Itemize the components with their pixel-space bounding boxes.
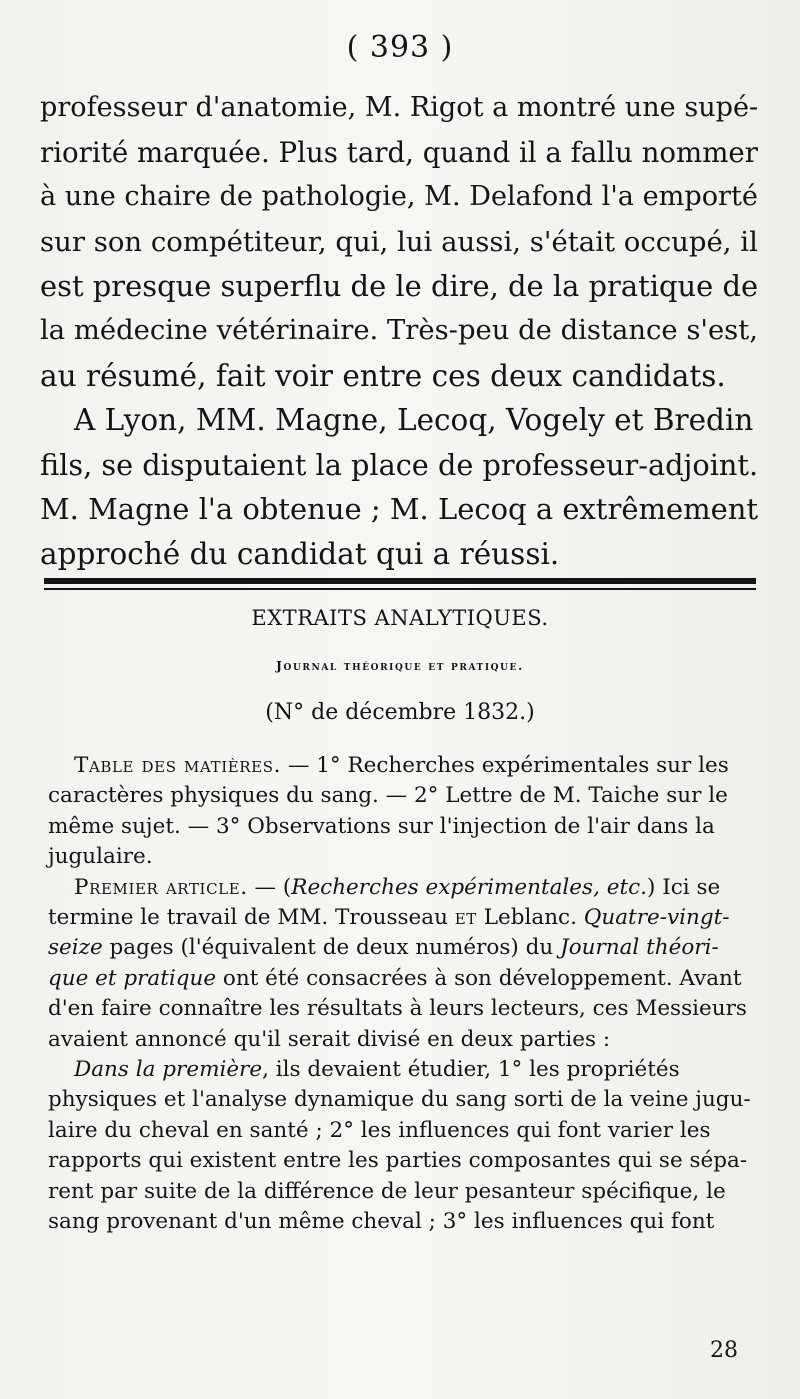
article-line: termine le travail de MM. Trousseau et Leblanc. Quatre-vingt- — [48, 905, 730, 931]
article-line: avaient annoncé qu'il serait divisé en deux parties : — [48, 1026, 611, 1052]
signature-mark: 28 — [710, 1338, 738, 1363]
intro-line: au résumé, fait voir entre ces deux candidats. — [40, 358, 726, 393]
intro-line: A Lyon, MM. Magne, Lecoq, Vogely et Bredin — [74, 403, 754, 438]
section-title: EXTRAITS ANALYTIQUES. — [251, 606, 549, 630]
article-line: Premier article. — (Recherches expérimentales, etc.) Ici se — [74, 874, 721, 900]
article-body — [48, 751, 760, 1238]
article-line: physiques et l'analyse dynamique du sang sorti de la veine jugu- — [48, 1087, 751, 1113]
intro-line: M. Magne l'a obtenue ; M. Lecoq a extrêmement — [40, 492, 759, 527]
toc-line — [48, 751, 760, 781]
toc-line: jugulaire. — [48, 844, 153, 870]
article-line: seize pages (l'équivalent de deux numéros) du Journal théori- — [48, 935, 719, 961]
issue-label: (N° de décembre 1832.) — [265, 700, 535, 725]
section-rule-thick — [44, 578, 756, 584]
intro-paragraphs — [40, 86, 762, 577]
section-rule-thin — [44, 588, 756, 590]
article-line: Dans la première, ils devaient étudier, 1° les propriétés — [74, 1057, 680, 1083]
journal-title: Journal théorique et pratique. — [276, 658, 524, 673]
toc-line: caractères physiques du sang. — 2° Lettre de M. Taiche sur le — [48, 783, 728, 809]
article-line: laire du cheval en santé ; 2° les influences qui font varier les — [48, 1117, 711, 1143]
intro-line: sur son compétiteur, qui, lui aussi, s'était occupé, il — [40, 225, 758, 258]
intro-line: à une chaire de pathologie, M. Delafond l'a emporté — [40, 181, 758, 213]
article-line: sang provenant d'un même cheval ; 3° les influences qui font — [48, 1209, 715, 1235]
intro-line: professeur d'anatomie, M. Rigot a montré une supé- — [40, 92, 759, 123]
article-line: rent par suite de la différence de leur pesanteur spécifique, le — [48, 1178, 726, 1204]
article-line: d'en faire connaître les résultats à leurs lecteurs, ces Messieurs — [48, 996, 747, 1022]
intro-line: la médecine vétérinaire. Très-peu de distance s'est, — [40, 314, 758, 346]
article-line: que et pratique ont été consacrées à son développement. Avant — [48, 965, 742, 991]
toc-line: même sujet. — 3° Observations sur l'injection de l'air dans la — [48, 813, 715, 839]
page-number: ( 393 ) — [346, 30, 454, 65]
article-line: rapports qui existent entre les parties composantes qui se sépa- — [48, 1148, 748, 1174]
article-label: Premier article. — [74, 874, 248, 900]
intro-line: fils, se disputaient la place de professeur-adjoint. — [40, 447, 759, 482]
intro-line: approché du candidat qui a réussi. — [40, 536, 560, 571]
intro-line: riorité marquée. Plus tard, quand il a fallu nommer — [40, 135, 758, 169]
toc-text: — 1° Recherches expérimentales sur les — [281, 753, 729, 778]
toc-label: Table des matières. — [74, 753, 282, 778]
intro-line: est presque superflu de le dire, de la pratique de — [40, 269, 759, 304]
